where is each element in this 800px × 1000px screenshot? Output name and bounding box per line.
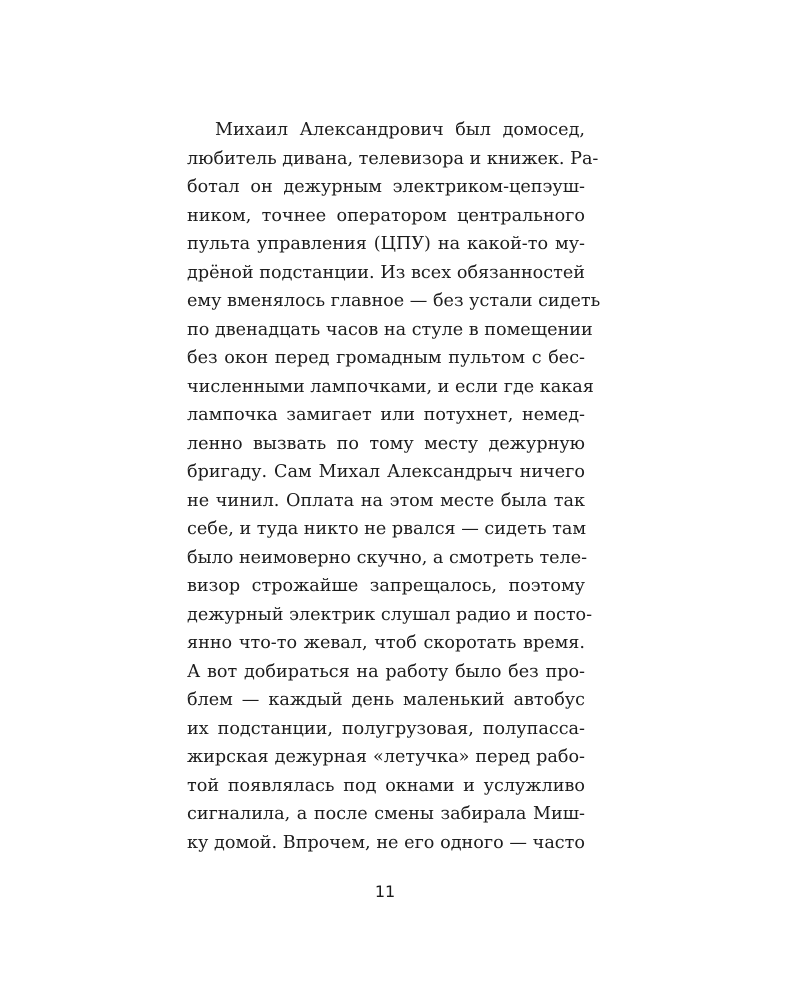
text-line: лампочка замигает или потухнет, немед- (187, 405, 585, 425)
page-number: 11 (374, 882, 396, 901)
text-line: было неимоверно скучно, а смотреть теле- (187, 547, 588, 568)
text-line: не чинил. Оплата на этом месте была так (187, 490, 585, 511)
text-line: той появлялась под окнами и услужливо (187, 775, 585, 796)
text-line: янно что-то жевал, чтоб скоротать время. (187, 633, 585, 653)
text-line: блем — каждый день маленький автобус (187, 690, 585, 710)
text-line: любитель дивана, телевизора и книжек. Ра- (187, 148, 599, 169)
text-line: дрёной подстанции. Из всех обязанностей (187, 262, 585, 283)
text-line: сигналила, а после смены забирала Миш- (187, 804, 585, 824)
text-line: ку домой. Впрочем, не его одного — часто (187, 832, 585, 853)
text-line: по двенадцать часов на стуле в помещении (187, 319, 593, 340)
text-line: пульта управления (ЦПУ) на какой-то му- (187, 234, 585, 254)
text-line: жирская дежурная «летучка» перед рабо- (187, 747, 585, 767)
text-line: дежурный электрик слушал радио и посто- (187, 604, 593, 625)
text-line: численными лампочками, и если где какая (187, 376, 594, 397)
text-line: ему вменялось главное — без устали сидеть (187, 291, 601, 311)
text-line: Михаил Александрович был домосед, (215, 120, 585, 140)
text-line: их подстанции, полугрузовая, полупасса- (187, 718, 585, 739)
body-text (187, 116, 601, 857)
text-line: ником, точнее оператором центрального (187, 205, 585, 226)
text-line: А вот добираться на работу было без про- (187, 661, 585, 682)
text-line: ленно вызвать по тому месту дежурную (187, 433, 585, 454)
text-line: визор строжайше запрещалось, поэтому (187, 576, 585, 596)
text-line: себе, и туда никто не рвался — сидеть там (187, 519, 587, 539)
text-line: без окон перед громадным пультом с бес- (187, 348, 585, 368)
text-line: ботал он дежурным электриком-цепэуш- (187, 177, 585, 197)
text-line: бригаду. Сам Михал Александрыч ничего (187, 462, 585, 482)
